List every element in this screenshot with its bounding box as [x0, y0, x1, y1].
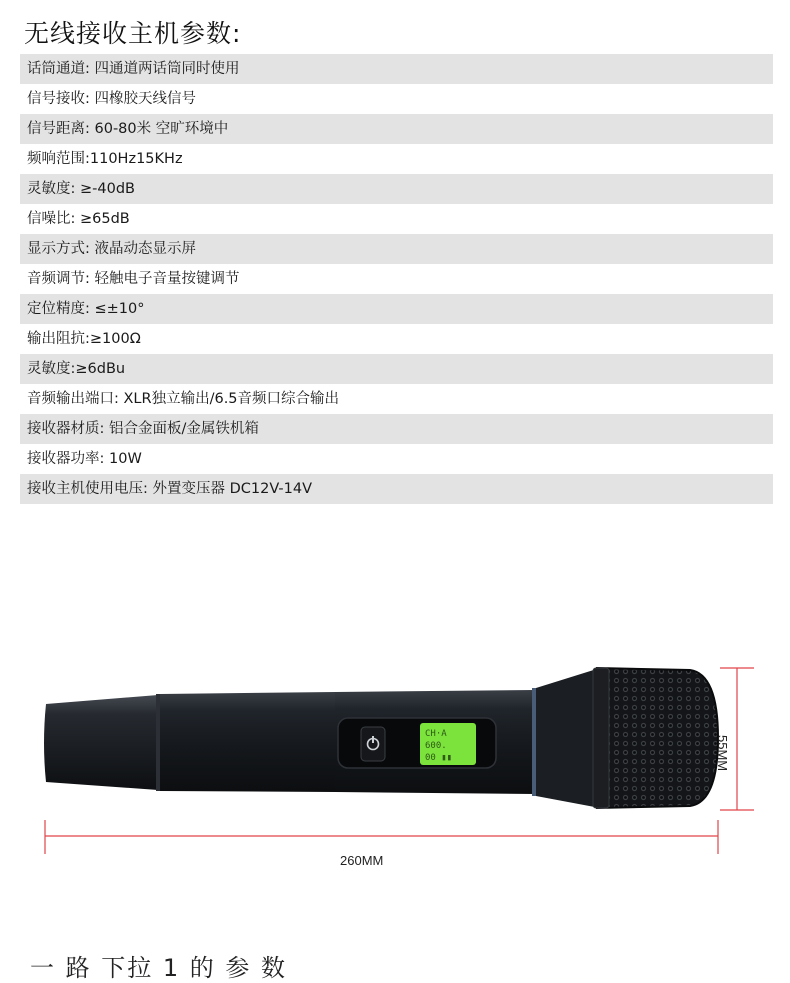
spec-row: 灵敏度: ≥-40dB [20, 174, 773, 204]
svg-text:600.: 600. [425, 741, 447, 751]
mic-grille-rim [593, 668, 609, 808]
mic-handle-tail [44, 695, 158, 790]
product-image-area [0, 640, 790, 880]
mic-head-flare [536, 668, 600, 808]
mic-body [160, 692, 335, 792]
mic-grille [597, 668, 718, 808]
length-dimension-line [45, 820, 718, 854]
svg-text:CH·A: CH·A [425, 729, 447, 739]
next-section-heading-cropped: 一 路 下拉 1 的 参 数 [30, 954, 288, 982]
spec-row: 显示方式: 液晶动态显示屏 [20, 234, 773, 264]
spec-row: 灵敏度:≥6dBu [20, 354, 773, 384]
spec-row: 接收主机使用电压: 外置变压器 DC12V-14V [20, 474, 773, 504]
spec-table [20, 54, 773, 504]
spec-row: 音频输出端口: XLR独立输出/6.5音频口综合输出 [27, 391, 340, 407]
spec-row: 频响范围:110Hz15KHz [27, 151, 183, 167]
page-title: 无线接收主机参数: [24, 19, 242, 48]
spec-row: 定位精度: ≤±10° [20, 294, 773, 324]
length-label: 260MM [340, 853, 384, 868]
power-button [361, 727, 385, 761]
spec-row: 接收器功率: 10W [27, 451, 142, 467]
microphone-illustration [0, 640, 790, 880]
spec-row: 信号距离: 60-80米 空旷环境中 [20, 114, 773, 144]
spec-row: 信号接收: 四橡胶天线信号 [27, 91, 196, 107]
svg-text:00 ▮▮: 00 ▮▮ [425, 753, 453, 763]
spec-row: 接收器材质: 铝合金面板/金属铁机箱 [20, 414, 773, 444]
spec-row: 信噪比: ≥65dB [27, 211, 130, 227]
spec-row: 输出阻抗:≥100Ω [27, 331, 141, 347]
spec-row: 话筒通道: 四通道两话筒同时使用 [20, 54, 773, 84]
height-label: 55MM [715, 735, 730, 772]
spec-row: 音频调节: 轻触电子音量按键调节 [27, 271, 240, 287]
